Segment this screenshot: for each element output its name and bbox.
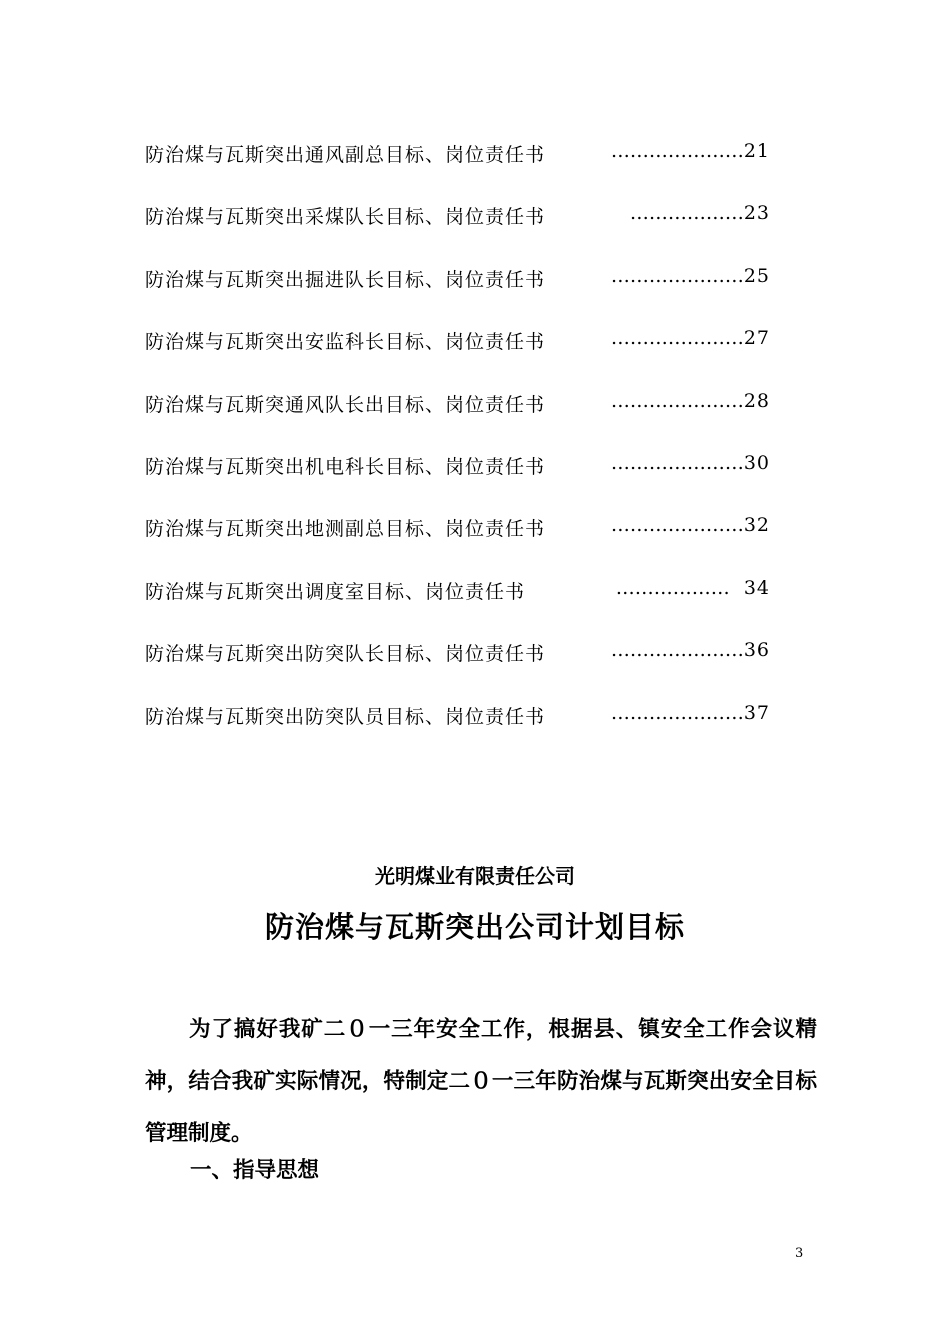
toc-entry[interactable] — [145, 196, 775, 258]
toc-entry-page: 27 — [743, 327, 770, 350]
toc-entry[interactable] — [145, 508, 775, 570]
toc-entry-leader: ………………… — [610, 140, 744, 162]
toc-entry-title: 防治煤与瓦斯突出地测副总目标、岗位责任书 — [145, 518, 546, 541]
section-heading: 一、指导思想 — [190, 1158, 320, 1183]
toc-entry-leader: ……………… — [629, 202, 744, 225]
toc-entry-title: 防治煤与瓦斯突出防突队员目标、岗位责任书 — [145, 705, 546, 728]
toc-entry[interactable] — [145, 134, 775, 196]
toc-entry-title: 防治煤与瓦斯突出调度室目标、岗位责任书 — [145, 580, 526, 603]
toc-entry-leader: ………………… — [610, 451, 744, 474]
toc-entry[interactable] — [145, 259, 775, 321]
toc-entry-page: 34 — [743, 576, 770, 599]
toc-entry-page: 23 — [743, 202, 770, 225]
toc-entry-page: 28 — [743, 389, 770, 412]
table-of-contents — [145, 134, 775, 758]
page-number: 3 — [795, 1246, 804, 1261]
toc-entry-page: 37 — [743, 701, 770, 724]
toc-entry-title: 防治煤与瓦斯突通风队长出目标、岗位责任书 — [145, 393, 546, 416]
toc-entry-title: 防治煤与瓦斯突出安监科长目标、岗位责任书 — [145, 331, 546, 354]
toc-entry-title: 防治煤与瓦斯突出防突队长目标、岗位责任书 — [145, 643, 546, 666]
toc-entry-leader: ………………… — [610, 264, 744, 287]
toc-entry-title: 防治煤与瓦斯突出掘进队长目标、岗位责任书 — [145, 268, 546, 291]
toc-entry[interactable] — [145, 696, 775, 758]
document-title: 防治煤与瓦斯突出公司计划目标 — [264, 910, 685, 944]
toc-entry-leader: ……………… — [615, 576, 730, 599]
toc-entry[interactable] — [145, 321, 775, 383]
toc-entry-title: 防治煤与瓦斯突出采煤队长目标、岗位责任书 — [145, 206, 546, 229]
company-name: 光明煤业有限责任公司 — [375, 864, 575, 888]
toc-entry[interactable] — [145, 571, 775, 633]
toc-entry-page: 30 — [743, 451, 770, 474]
intro-paragraph: 为了搞好我矿二０一三年安全工作，根据县、镇安全工作会议精神，结合我矿实际情况，特制定二０一三年防治煤与瓦斯突出安全目标管理制度。 — [145, 1017, 817, 1146]
toc-entry-leader: ………………… — [610, 514, 744, 537]
toc-entry-title: 防治煤与瓦斯突出机电科长目标、岗位责任书 — [145, 455, 546, 478]
toc-entry-leader: ………………… — [610, 639, 744, 662]
toc-entry[interactable] — [145, 384, 775, 446]
toc-entry-leader: ………………… — [610, 389, 744, 412]
toc-entry-leader: ………………… — [610, 327, 744, 350]
toc-entry-page: 36 — [743, 639, 770, 662]
toc-entry-leader: ………………… — [610, 701, 744, 724]
toc-entry[interactable] — [145, 633, 775, 695]
toc-entry-page: 32 — [743, 514, 770, 537]
toc-entry-page: 21 — [743, 140, 770, 162]
toc-entry[interactable] — [145, 446, 775, 508]
toc-entry-page: 25 — [743, 264, 770, 287]
toc-entry-title: 防治煤与瓦斯突出通风副总目标、岗位责任书 — [145, 144, 546, 166]
